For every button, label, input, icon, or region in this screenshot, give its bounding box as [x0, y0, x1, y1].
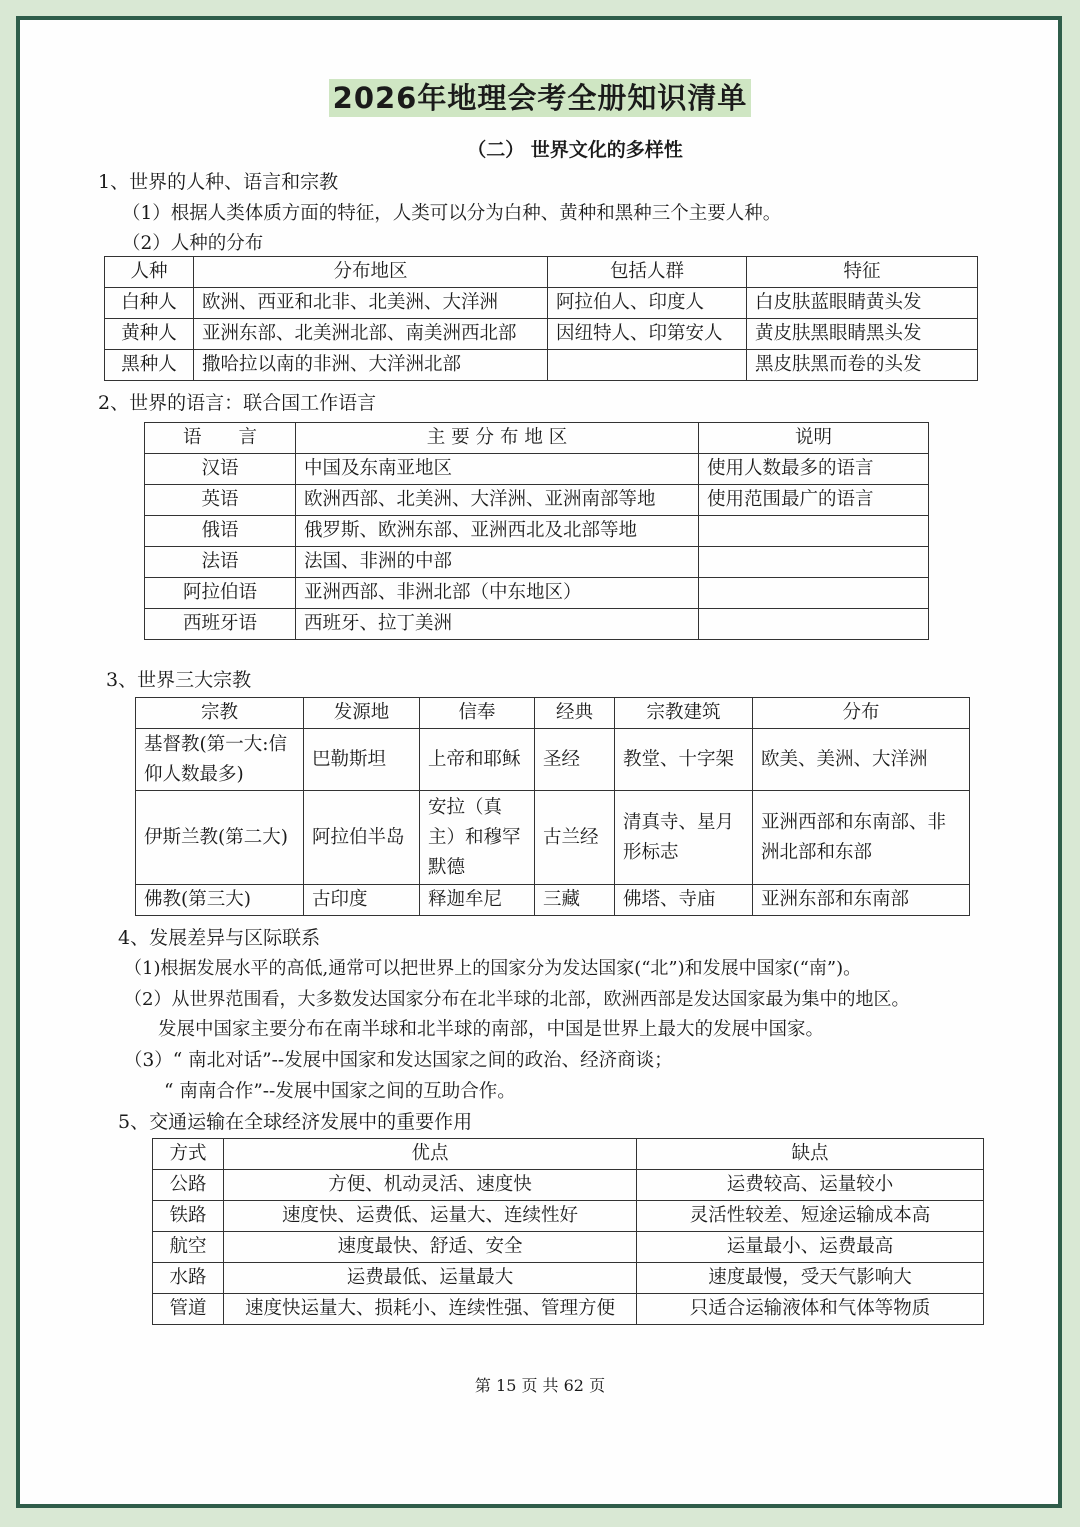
table-cell: 汉语 [145, 454, 296, 485]
section4-paragraph-1: （1)根据发展水平的高低,通常可以把世界上的国家分为发达国家(“北”)和发展中国家(“南”)。 [124, 958, 862, 979]
table-cell: 三藏 [535, 885, 615, 916]
table-row [153, 1294, 984, 1325]
table-header-cell: 分布地区 [194, 257, 548, 288]
table-cell: 运量最小、运费最高 [637, 1232, 984, 1263]
table-cell: 速度快、运费低、运量大、连续性好 [224, 1201, 637, 1232]
table-cell: 亚洲东部、北美洲北部、南美洲西北部 [194, 319, 548, 350]
table-cell: 阿拉伯人、印度人 [548, 288, 747, 319]
table-header-row [136, 698, 970, 729]
table-cell: 运费较高、运量较小 [637, 1170, 984, 1201]
table-cell: 中国及东南亚地区 [296, 454, 699, 485]
table-cell: 圣经 [535, 729, 615, 791]
table-cell: 伊斯兰教(第二大) [136, 791, 304, 885]
section1-heading: 1、世界的人种、语言和宗教 [98, 171, 339, 193]
table-cell: 释迦牟尼 [420, 885, 535, 916]
section-subtitle: （二） 世界文化的多样性 [467, 139, 683, 161]
table-cell: 法语 [145, 547, 296, 578]
table-row [136, 791, 970, 885]
table-cell [699, 547, 929, 578]
table-row [145, 578, 929, 609]
table-cell: 教堂、十字架 [615, 729, 753, 791]
table-cell: 亚洲西部、非洲北部（中东地区） [296, 578, 699, 609]
section1-paragraph-2: （2）人种的分布 [122, 233, 264, 254]
table-row [136, 885, 970, 916]
table-cell: 方便、机动灵活、速度快 [224, 1170, 637, 1201]
section2-heading: 2、世界的语言：联合国工作语言 [98, 392, 377, 414]
table-row [136, 729, 970, 791]
table-cell: 佛塔、寺庙 [615, 885, 753, 916]
table-cell: 黑种人 [105, 350, 194, 381]
table-row [153, 1232, 984, 1263]
page-footer: 第 15 页 共 62 页 [474, 1376, 606, 1395]
table-header-cell: 宗教建筑 [615, 698, 753, 729]
table-row [145, 454, 929, 485]
table-header-cell: 信奉 [420, 698, 535, 729]
table-cell: 黄种人 [105, 319, 194, 350]
table-cell: 英语 [145, 485, 296, 516]
table-cell: 上帝和耶稣 [420, 729, 535, 791]
table-row [145, 609, 929, 640]
table-cell: 速度最快、舒适、安全 [224, 1232, 637, 1263]
table-cell: 俄语 [145, 516, 296, 547]
table-cell: 速度最慢，受天气影响大 [637, 1263, 984, 1294]
section1-paragraph-1: （1）根据人类体质方面的特征，人类可以分为白种、黄种和黑种三个主要人种。 [122, 203, 782, 224]
table-cell: 使用范围最广的语言 [699, 485, 929, 516]
section3-heading: 3、世界三大宗教 [106, 669, 252, 691]
table-header-cell: 包括人群 [548, 257, 747, 288]
table-header-cell: 宗教 [136, 698, 304, 729]
section4-paragraph-2: （2）从世界范围看，大多数发达国家分布在北半球的北部，欧洲西部是发达国家最为集中的地区。 [124, 989, 910, 1010]
table-header-cell: 缺点 [637, 1139, 984, 1170]
table-cell: 白种人 [105, 288, 194, 319]
table-cell: 白皮肤蓝眼睛黄头发 [747, 288, 978, 319]
section4-paragraph-4: （3）“ 南北对话”--发展中国家和发达国家之间的政治、经济商谈； [124, 1050, 673, 1071]
table-cell: 亚洲西部和东南部、非洲北部和东部 [753, 791, 970, 885]
table-header-cell: 语 言 [145, 423, 296, 454]
table-header-row [153, 1139, 984, 1170]
race-table [104, 256, 978, 381]
table-row [153, 1170, 984, 1201]
table-row [153, 1201, 984, 1232]
table-cell: 欧洲、西亚和北非、北美洲、大洋洲 [194, 288, 548, 319]
table-row [145, 547, 929, 578]
table-header-row [145, 423, 929, 454]
table-header-cell: 经典 [535, 698, 615, 729]
table-cell: 因纽特人、印第安人 [548, 319, 747, 350]
table-cell: 管道 [153, 1294, 224, 1325]
document-title: 2026年地理会考全册知识清单 [0, 76, 1080, 117]
table-row [145, 516, 929, 547]
table-cell: 使用人数最多的语言 [699, 454, 929, 485]
table-cell: 巴勒斯坦 [304, 729, 420, 791]
table-cell: 阿拉伯语 [145, 578, 296, 609]
table-row [105, 350, 978, 381]
table-header-cell: 特征 [747, 257, 978, 288]
table-cell: 灵活性较差、短途运输成本高 [637, 1201, 984, 1232]
table-cell: 俄罗斯、欧洲东部、亚洲西北及北部等地 [296, 516, 699, 547]
table-cell: 铁路 [153, 1201, 224, 1232]
table-row [105, 319, 978, 350]
table-cell: 古兰经 [535, 791, 615, 885]
table-cell: 西班牙语 [145, 609, 296, 640]
table-cell [699, 516, 929, 547]
table-cell: 亚洲东部和东南部 [753, 885, 970, 916]
table-cell [699, 609, 929, 640]
table-cell [548, 350, 747, 381]
section4-heading: 4、发展差异与区际联系 [118, 927, 321, 949]
table-cell: 西班牙、拉丁美洲 [296, 609, 699, 640]
table-header-cell: 发源地 [304, 698, 420, 729]
table-header-cell: 人种 [105, 257, 194, 288]
section4-paragraph-3: 发展中国家主要分布在南半球和北半球的南部，中国是世界上最大的发展中国家。 [158, 1019, 825, 1040]
table-row [153, 1263, 984, 1294]
table-cell: 黑皮肤黑而卷的头发 [747, 350, 978, 381]
table-cell: 撒哈拉以南的非洲、大洋洲北部 [194, 350, 548, 381]
table-cell: 佛教(第三大) [136, 885, 304, 916]
table-cell: 基督教(第一大:信仰人数最多) [136, 729, 304, 791]
table-row [145, 485, 929, 516]
table-cell: 黄皮肤黑眼睛黑头发 [747, 319, 978, 350]
table-cell: 法国、非洲的中部 [296, 547, 699, 578]
table-cell: 清真寺、星月形标志 [615, 791, 753, 885]
table-cell: 欧美、美洲、大洋洲 [753, 729, 970, 791]
table-header-cell: 说明 [699, 423, 929, 454]
table-header-cell: 优点 [224, 1139, 637, 1170]
table-header-cell: 方式 [153, 1139, 224, 1170]
religion-table [135, 697, 970, 916]
table-cell: 安拉（真主）和穆罕默德 [420, 791, 535, 885]
language-table [144, 422, 929, 640]
table-cell: 只适合运输液体和气体等物质 [637, 1294, 984, 1325]
table-row [105, 288, 978, 319]
table-header-cell: 主 要 分 布 地 区 [296, 423, 699, 454]
table-cell: 公路 [153, 1170, 224, 1201]
table-cell: 欧洲西部、北美洲、大洋洲、亚洲南部等地 [296, 485, 699, 516]
table-header-row [105, 257, 978, 288]
table-cell: 速度快运量大、损耗小、连续性强、管理方便 [224, 1294, 637, 1325]
table-cell: 水路 [153, 1263, 224, 1294]
transport-table [152, 1138, 984, 1325]
table-cell: 阿拉伯半岛 [304, 791, 420, 885]
table-cell [699, 578, 929, 609]
section5-heading: 5、交通运输在全球经济发展中的重要作用 [118, 1111, 473, 1133]
table-cell: 运费最低、运量最大 [224, 1263, 637, 1294]
table-cell: 航空 [153, 1232, 224, 1263]
section4-paragraph-5: “ 南南合作”--发展中国家之间的互助合作。 [164, 1081, 516, 1102]
table-header-cell: 分布 [753, 698, 970, 729]
table-cell: 古印度 [304, 885, 420, 916]
